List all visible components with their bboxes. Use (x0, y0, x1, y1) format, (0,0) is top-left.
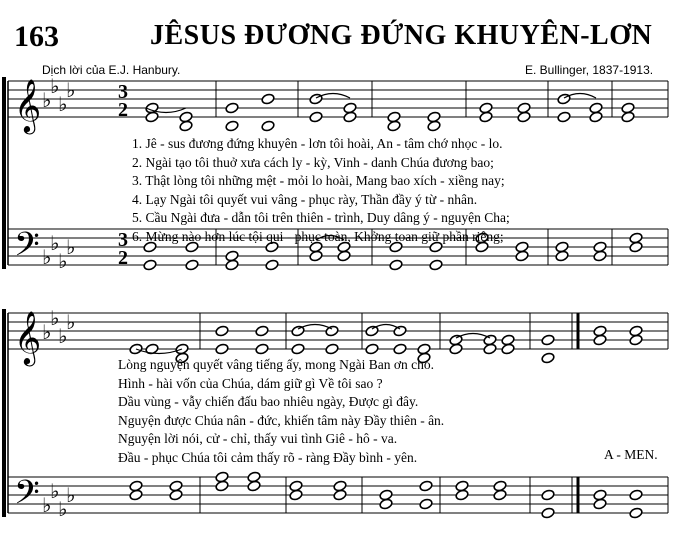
note-head (557, 111, 571, 123)
note-head (309, 250, 323, 262)
bass-clef: 𝄢 (14, 474, 40, 520)
note-head (517, 111, 531, 123)
treble-clef: 𝄞 (14, 310, 42, 364)
lyric-line: Đầu - phục Chúa tôi cảm thấy rõ - ràng Đầy bình - yên. (118, 449, 418, 465)
note-head (419, 480, 433, 492)
note-head (541, 489, 555, 501)
flat-sign: ♭ (50, 479, 60, 503)
flat-sign: ♭ (66, 483, 76, 507)
note-head (593, 498, 607, 510)
note-head (429, 259, 443, 271)
note-head (129, 489, 143, 501)
note-head (379, 498, 393, 510)
flat-sign: ♭ (58, 92, 68, 116)
note-head (255, 343, 269, 355)
note-head (247, 480, 261, 492)
note-head (629, 507, 643, 519)
note-head (225, 102, 239, 114)
note-head (501, 343, 515, 355)
time-signature-bottom: 2 (118, 99, 128, 121)
note-head (629, 489, 643, 501)
note-head (261, 93, 275, 105)
note-head (557, 93, 571, 105)
note-head (225, 120, 239, 132)
note-head (621, 111, 635, 123)
note-head (179, 120, 193, 132)
note-head (589, 111, 603, 123)
lyric-line: 6. Mừng nào hơn lúc tội qui - phục toàn, Khởng toan giữ phần riêng; (132, 228, 504, 244)
flat-sign: ♭ (58, 497, 68, 521)
note-head (555, 250, 569, 262)
time-signature-bottom: 2 (118, 247, 128, 269)
note-head (479, 111, 493, 123)
note-head (365, 343, 379, 355)
lyric-line: Nguyện được Chúa nân - đức, khiến tâm này Đầy thiên - ân. (118, 412, 445, 428)
note-head (215, 325, 229, 337)
note-head (541, 507, 555, 519)
note-head (169, 489, 183, 501)
note-head (261, 120, 275, 132)
slur (136, 349, 182, 354)
note-head (449, 343, 463, 355)
flat-sign: ♭ (50, 74, 60, 98)
note-head (515, 250, 529, 262)
lyric-line: Hình - hài vốn của Chúa, dám giữ gì Về tôi sao ? (118, 375, 383, 391)
note-head (309, 93, 323, 105)
bass-clef: 𝄢 (14, 226, 40, 272)
note-head (343, 111, 357, 123)
note-head (455, 489, 469, 501)
composer-credit: E. Bullinger, 1837-1913. (525, 63, 654, 77)
flat-sign: ♭ (58, 249, 68, 273)
flat-sign: ♭ (66, 310, 76, 334)
amen-text: A - MEN. (604, 447, 658, 462)
note-head (427, 120, 441, 132)
flat-sign: ♭ (42, 320, 52, 344)
note-head (593, 334, 607, 346)
lyric-line: 1. Jê - sus đương đứng khuyên - lơn tôi hoài, An - tâm chớ nhọc - lo. (132, 136, 503, 151)
lyric-line: 5. Cầu Ngài đưa - dẫn tôi trên thiên - trình, Duy dâng ý - nguyện Cha; (132, 210, 510, 225)
note-head (215, 480, 229, 492)
note-head (483, 343, 497, 355)
note-head (419, 498, 433, 510)
note-head (185, 259, 199, 271)
lyric-line: Dầu vùng - vẫy chiến đấu bao nhiêu ngày, Được gì đây. (118, 394, 419, 409)
note-head (325, 343, 339, 355)
lyric-line: 2. Ngài tạo tôi thuở xưa cách ly - kỳ, Vinh - danh Chúa đương bao; (132, 154, 494, 170)
note-head (629, 334, 643, 346)
hymn-title: JÊSUS ĐƯƠNG ĐỨNG KHUYÊN-LƠN (150, 20, 653, 51)
flat-sign: ♭ (66, 235, 76, 259)
lyric-line: Lòng nguyện quyết vâng tiếng ấy, mong Ngài Ban ơn cho. (118, 357, 434, 372)
hymn-number: 163 (14, 20, 59, 53)
lyric-line: Nguyện lời nói, cử - chỉ, thấy vui tình Giê - hô - va. (118, 431, 398, 446)
note-head (493, 489, 507, 501)
note-head (255, 325, 269, 337)
lyric-line: 4. Lạy Ngài tôi quyết vui vâng - phục rày, Thần đầy ý từ - nhân. (132, 191, 478, 207)
treble-clef: 𝄞 (14, 78, 42, 132)
note-head (593, 250, 607, 262)
time-signature-top: 3 (118, 81, 128, 103)
note-head (289, 489, 303, 501)
note-head (393, 343, 407, 355)
flat-sign: ♭ (42, 88, 52, 112)
flat-sign: ♭ (50, 306, 60, 330)
note-head (389, 259, 403, 271)
note-head (387, 120, 401, 132)
note-head (143, 259, 157, 271)
note-head (291, 343, 305, 355)
translator-credit: Dịch lời của E.J. Hanbury. (42, 63, 181, 77)
note-head (629, 241, 643, 253)
flat-sign: ♭ (42, 493, 52, 517)
note-head (541, 334, 555, 346)
note-head (309, 111, 323, 123)
note-head (541, 352, 555, 364)
flat-sign: ♭ (58, 324, 68, 348)
lyric-line: 3. Thật lòng tôi những mệt - mỏi lo hoài, Mang bao xích - xiềng nay; (132, 173, 505, 188)
note-head (145, 111, 159, 123)
note-head (215, 343, 229, 355)
time-signature-top: 3 (118, 229, 128, 251)
flat-sign: ♭ (42, 245, 52, 269)
flat-sign: ♭ (66, 78, 76, 102)
flat-sign: ♭ (50, 231, 60, 255)
note-head (337, 250, 351, 262)
note-head (265, 259, 279, 271)
note-head (333, 489, 347, 501)
note-head (225, 259, 239, 271)
